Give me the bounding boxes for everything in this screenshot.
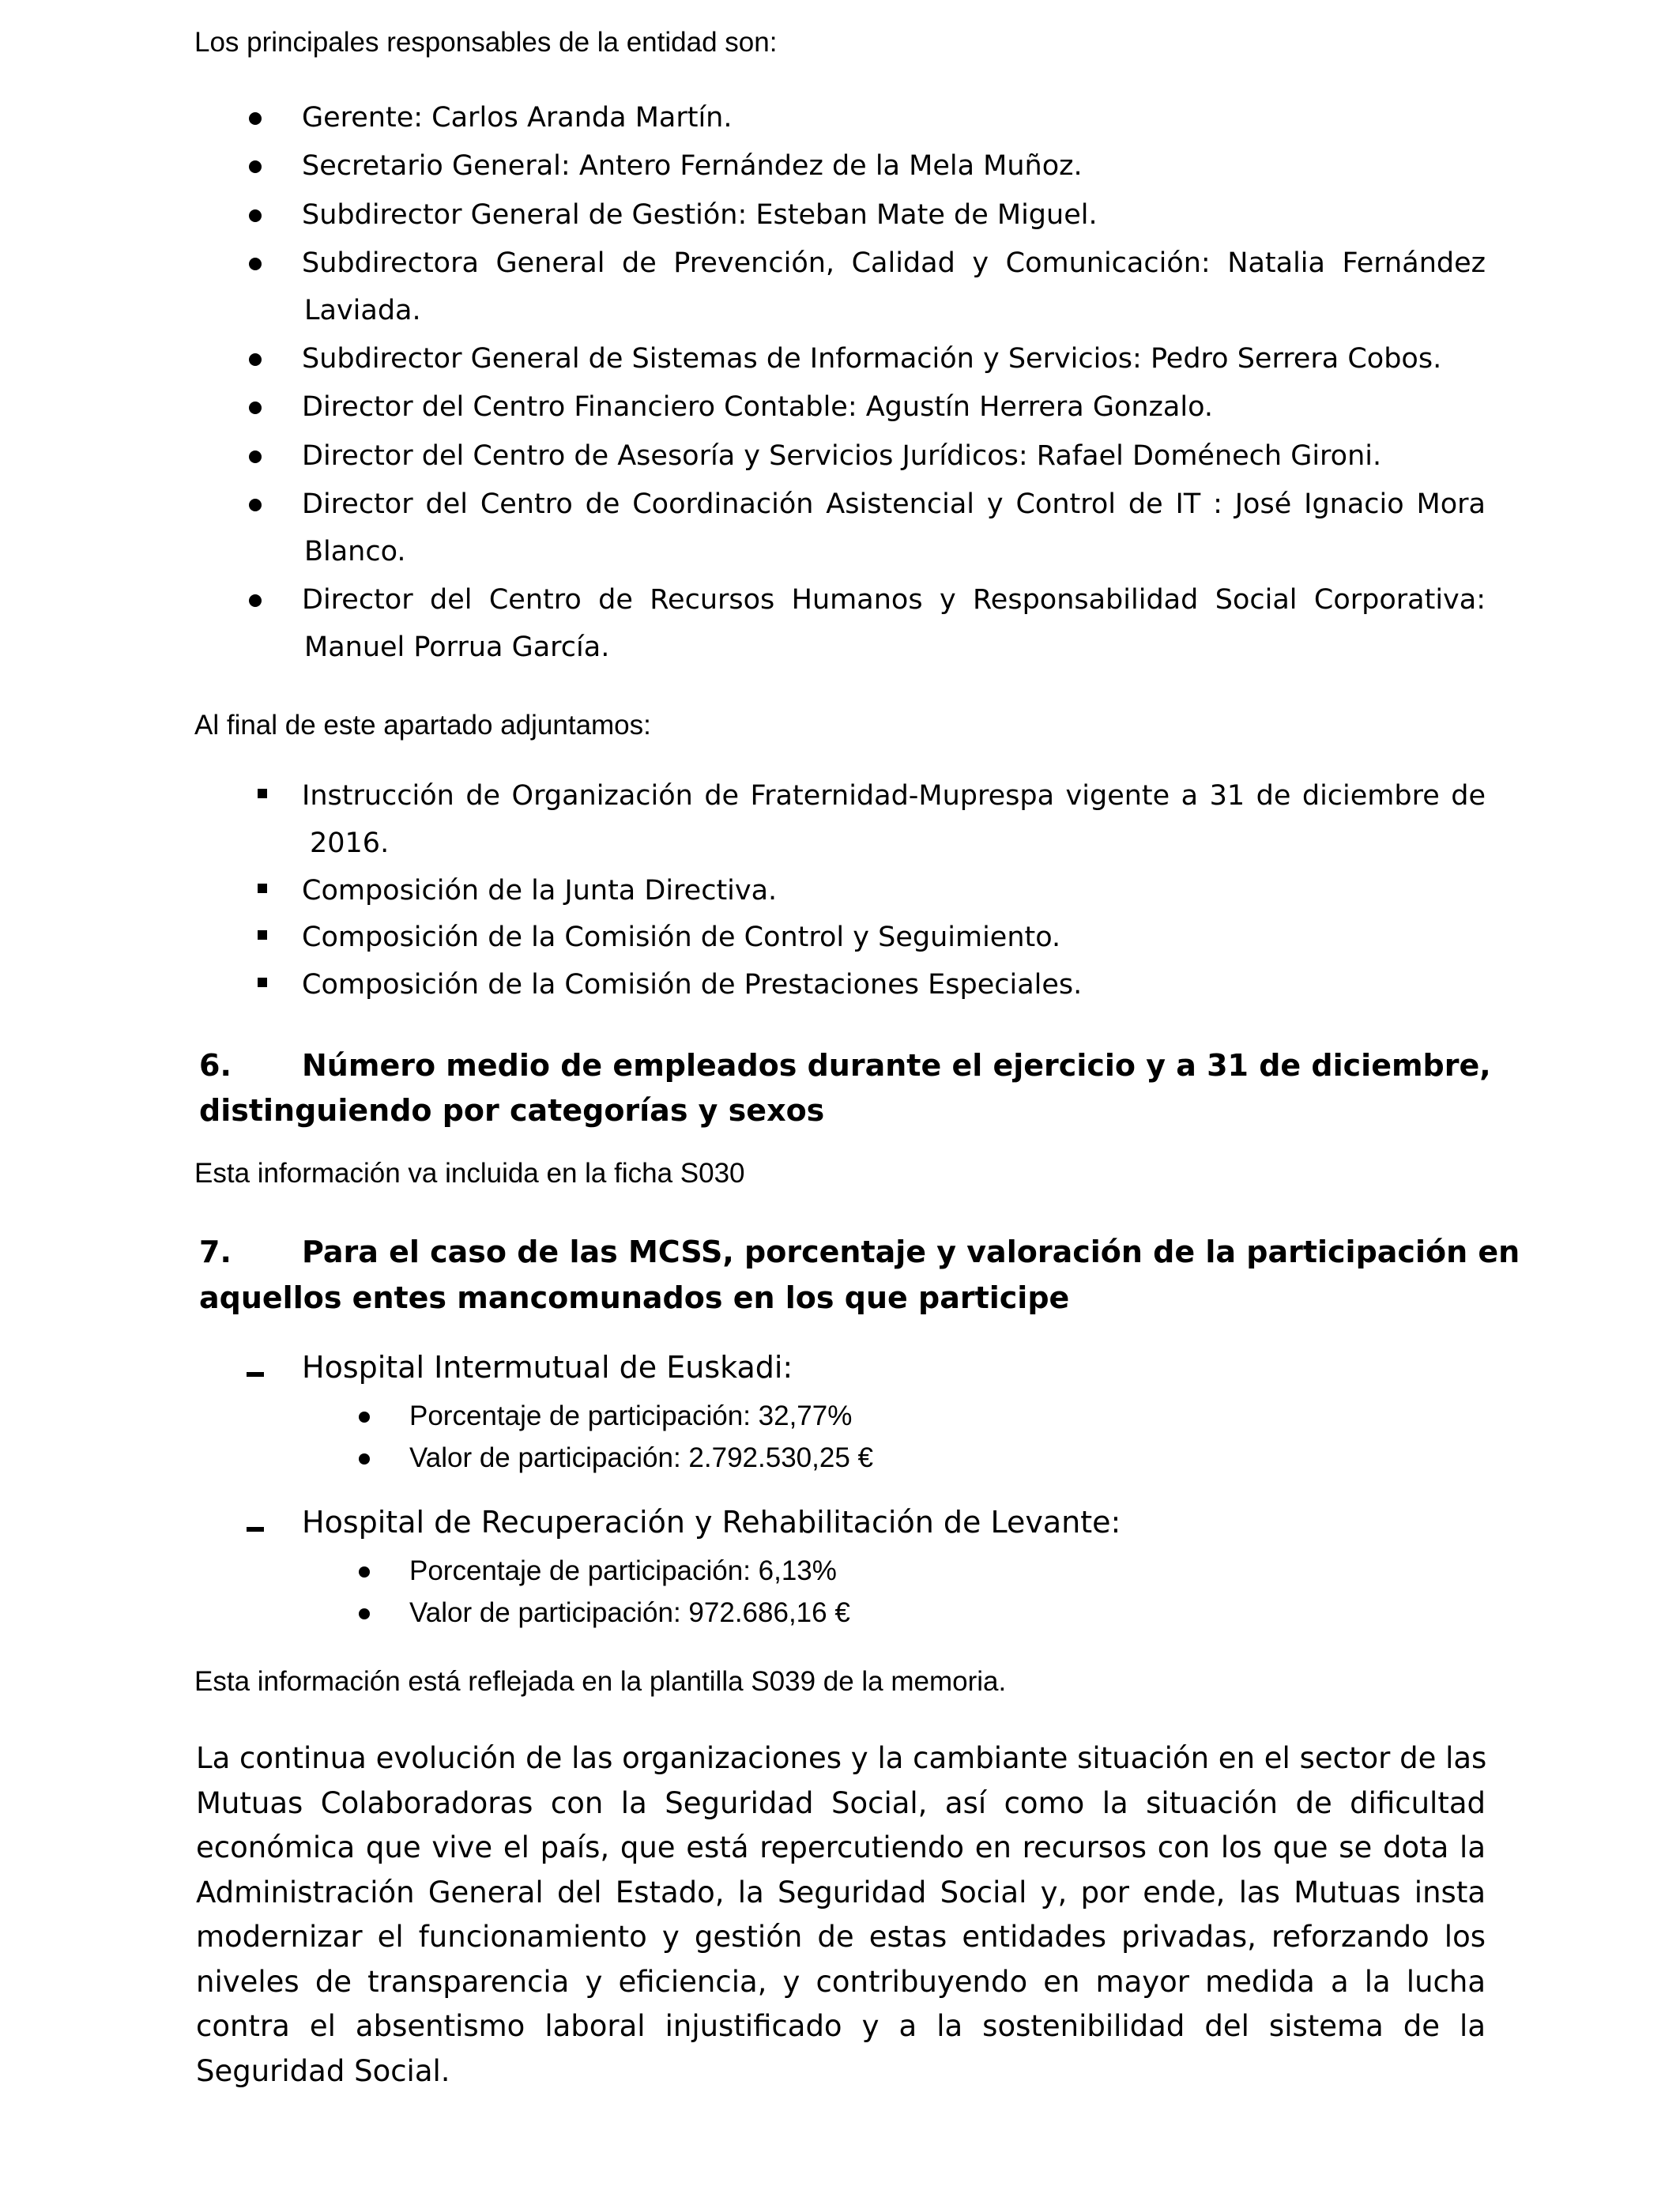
list-item: Director del Centro de Recursos Humanos y Responsabilidad Social Corporativa:	[302, 584, 1486, 616]
section-7-title: Para el caso de las MCSS, porcentaje y valoración de la participación en	[302, 1235, 1520, 1269]
section-6-number: 6.	[199, 1048, 232, 1083]
list-item: Composición de la Comisión de Prestaciones Especiales.	[302, 969, 1083, 1001]
list-item: Gerente: Carlos Aranda Martín.	[302, 102, 733, 134]
section-6-title: Número medio de empleados durante el ejercicio y a 31 de diciembre,	[302, 1048, 1491, 1083]
paragraph-line: niveles de transparencia y eficiencia, y contribuyendo en mayor medida a la lucha	[196, 1965, 1486, 1999]
bullet-icon	[249, 401, 262, 414]
list-item: Director del Centro de Coordinación Asistencial y Control de IT : José Ignacio Mora	[302, 488, 1486, 520]
list-item: Subdirector General de Gestión: Esteban Mate de Miguel.	[302, 199, 1098, 231]
list-item: Subdirector General de Sistemas de Información y Servicios: Pedro Serrera Cobos.	[302, 343, 1442, 375]
hospital-name: Hospital Intermutual de Euskadi:	[302, 1350, 793, 1385]
list-item: Instrucción de Organización de Fraternidad-Muprespa vigente a 31 de diciembre de	[302, 780, 1486, 812]
bullet-icon	[249, 353, 262, 366]
participation-value: Valor de participación: 2.792.530,25 €	[409, 1442, 873, 1473]
section-7-number: 7.	[199, 1235, 232, 1269]
bullet-icon	[249, 258, 262, 270]
section-7-note: Esta información está reflejada en la plantilla S039 de la memoria.	[194, 1666, 1007, 1697]
bullet-icon	[249, 209, 262, 222]
paragraph-line: económica que vive el país, que está repercutiendo en recursos con los que se dota la	[196, 1830, 1486, 1864]
adjuntos-intro: Al final de este apartado adjuntamos:	[194, 710, 651, 741]
list-item-continuation: Laviada.	[304, 295, 421, 326]
paragraph-line: Seguridad Social.	[196, 2054, 450, 2088]
paragraph-line: Administración General del Estado, la Seguridad Social y, por ende, las Mutuas insta	[196, 1875, 1486, 1909]
bullet-icon	[249, 112, 262, 125]
list-item: Secretario General: Antero Fernández de la Mela Muñoz.	[302, 150, 1083, 182]
paragraph-line: La continua evolución de las organizaciones y la cambiante situación en el sector de las	[196, 1741, 1487, 1775]
section-6-title-continuation: distinguiendo por categorías y sexos	[199, 1093, 825, 1128]
dash-bullet-icon	[247, 1372, 264, 1377]
list-item-continuation: Manuel Porrua García.	[304, 631, 610, 663]
hospital-name: Hospital de Recuperación y Rehabilitación de Levante:	[302, 1505, 1121, 1540]
bullet-icon	[249, 160, 262, 173]
list-item: Director del Centro Financiero Contable: Agustín Herrera Gonzalo.	[302, 391, 1214, 423]
list-item: Composición de la Junta Directiva.	[302, 875, 778, 907]
square-bullet-icon	[258, 930, 267, 940]
participation-percentage: Porcentaje de participación: 32,77%	[409, 1400, 853, 1431]
participation-percentage: Porcentaje de participación: 6,13%	[409, 1555, 837, 1586]
square-bullet-icon	[258, 884, 267, 893]
list-item: Director del Centro de Asesoría y Servicios Jurídicos: Rafael Doménech Gironi.	[302, 440, 1382, 472]
participation-value: Valor de participación: 972.686,16 €	[409, 1597, 850, 1628]
list-item-continuation: 2016.	[310, 827, 390, 859]
bullet-icon	[249, 499, 262, 511]
bullet-icon	[249, 594, 262, 607]
bullet-icon	[359, 1608, 370, 1619]
list-item: Subdirectora General de Prevención, Calidad y Comunicación: Natalia Fernández	[302, 247, 1486, 279]
intro-text: Los principales responsables de la entidad son:	[194, 27, 778, 58]
bullet-icon	[359, 1566, 370, 1578]
paragraph-line: modernizar el funcionamiento y gestión de estas entidades privadas, reforzando los	[196, 1920, 1486, 1954]
list-item: Composición de la Comisión de Control y Seguimiento.	[302, 922, 1061, 953]
section-7-title-continuation: aquellos entes mancomunados en los que participe	[199, 1280, 1070, 1315]
paragraph-line: Mutuas Colaboradoras con la Seguridad Social, así como la situación de dificultad	[196, 1786, 1486, 1820]
list-item-continuation: Blanco.	[304, 536, 406, 567]
section-6-text: Esta información va incluida en la ficha S030	[194, 1158, 745, 1189]
square-bullet-icon	[258, 789, 267, 798]
bullet-icon	[359, 1453, 370, 1465]
dash-bullet-icon	[247, 1527, 264, 1532]
bullet-icon	[359, 1412, 370, 1423]
paragraph-line: contra el absentismo laboral injustificado y a la sostenibilidad del sistema de la	[196, 2009, 1486, 2043]
bullet-icon	[249, 450, 262, 463]
square-bullet-icon	[258, 978, 267, 987]
